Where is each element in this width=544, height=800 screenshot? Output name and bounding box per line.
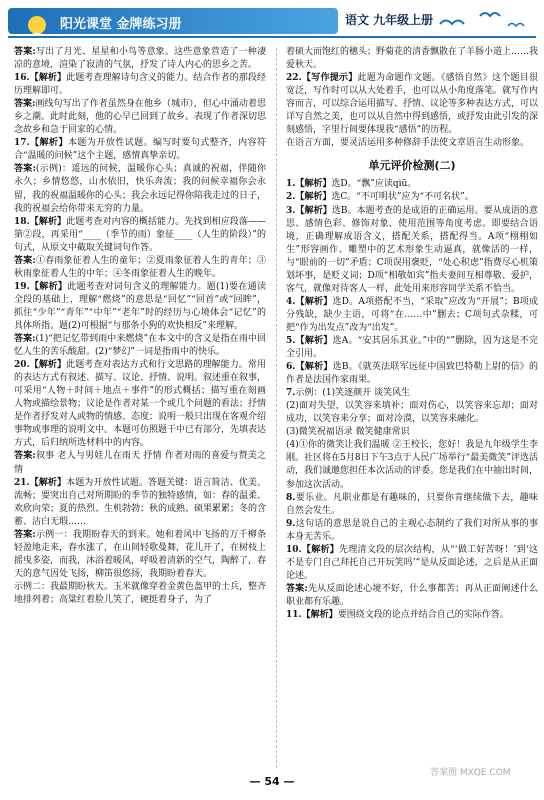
item-number: 2. <box>286 192 296 203</box>
brand-box <box>8 8 338 34</box>
item-body: 此题考查理解诗句含义的能力。结合作者的那段经历理解即可。 <box>14 73 266 97</box>
paragraph <box>286 387 538 400</box>
item-label: 【解析】 <box>295 192 332 203</box>
paragraph <box>286 178 538 191</box>
item-body: (3)微笑祝福语录 微笑健康常识 <box>286 427 410 438</box>
item-number: 3. <box>286 205 296 216</box>
paragraph <box>286 544 538 583</box>
paragraph <box>286 205 538 296</box>
item-body: 要乐业。凡职业都是有趣味的，只要你肯继续做下去，趣味自然会发生。 <box>286 492 538 516</box>
item-number: 9. <box>286 518 296 529</box>
item-body: 此题考查对表达方式和行文思路的理解能力。常用的表达方式有叙述、描写、议论、抒情、说明。叙述重在叙事，可采用“人物＋时间＋地点＋事件”的形式概括；描写重在刻画人物或描绘景物；议论是作者对某一个或几个问题的看法；抒情是作者抒发对人或物的情感、态度；说明一般只出现在客观介绍事物或事理的说明文中。本题可仿照题干中已有部分，先填表达方式，后归纳所选材料中的内容。 <box>14 360 267 449</box>
item-number: 11. <box>286 609 302 620</box>
paragraph <box>286 583 538 609</box>
item-number: 答案: <box>14 529 36 540</box>
paragraph <box>286 72 538 137</box>
item-label: 【写作提示】 <box>301 73 358 84</box>
item-body: 先理清文段的层次结构，从“‘做工好苦呀！’到‘这不是专门自己拜托自己开玩笑吗’”是从反面论述，之后是从正面论述。 <box>286 544 538 581</box>
paragraph <box>286 400 538 426</box>
item-body: 选B。本题考查的是成语的正确运用。要从成语的意思、感情色彩、修饰对象、使用范围等角度考虑。即要结合语境，正确理解成语含义，搭配关系，搭配得当。A项“栩栩如生”形容画作、雕塑中的艺术形象生动逼真，就像活的一样，与“眼前的一切”矛盾；C项误用褒贬，“处心积虑”指费尽心机策划坏事，是贬义词；D项“相敬如宾”指夫妻间互相尊敬、爱护，客气，就像对待客人一样，此处用来形容同学关系不恰当。 <box>286 205 538 294</box>
item-label: 【解析】 <box>29 477 67 488</box>
item-label: 【解析】 <box>295 205 332 216</box>
item-number: 22. <box>286 73 302 84</box>
paragraph <box>14 216 266 255</box>
item-body: 选C。“不可明状”应为“不可名状”。 <box>331 192 474 203</box>
item-number: 21. <box>14 477 30 488</box>
right-top-block <box>286 46 538 150</box>
paragraph <box>14 281 266 333</box>
item-body: 此题为命题作文题。《感悟自然》这个题目很宽泛，写作时可以从大处着手，也可以从小角度落笔。就写作内容而言，可以综合运用描写、抒情、议论等多种表达方式，可以详写自然之美，也可以从自然中得到感悟，或抒发由此引发的深刻感悟，字里行间要体现我“感悟”的历程。 <box>286 73 539 136</box>
item-body: 本题为开放性试题。答题关键：语言简洁、优美、流畅；要突出自己对所期盼的季节的独特感情，如：春的温柔、欢欣向荣；夏的热烈、生机勃勃；秋的成熟、硕果累累；冬的含蓄、洁白无瑕…… <box>14 477 267 527</box>
paragraph <box>14 255 266 281</box>
item-body: 先从反面论述心境不好，什么事都苦；再从正面阐述什么职业都有乐趣。 <box>286 583 538 607</box>
paragraph <box>286 335 538 361</box>
item-body: 此题考查对词句含义的理解能力。题(1)要在通读全段的基础上，理解“燃烧”的意思是“回忆”“回首”或“回眸”，抓住“少年”“青年”“中年”“老年”时的经历与心境体会“记忆”的具体所指。题(2)可根据“与那条小狗的欢快相反”来理解。 <box>14 281 266 331</box>
item-number: 10. <box>286 544 302 555</box>
item-body: 选D。A项搭配不当，“采取”应改为“开展”；B项成分残缺，缺少主语，可将“在……中”删去；C项句式杂糅，可把“作为出发点”改为“出发”。 <box>286 296 538 333</box>
item-body: 选D。“飘”应读qiū。 <box>331 179 417 190</box>
item-number: 19. <box>14 281 30 292</box>
item-label: 【解析】 <box>295 362 333 373</box>
item-label: 【解析】 <box>295 179 332 190</box>
item-number: 答案: <box>286 583 308 594</box>
item-number: 答案: <box>14 451 36 462</box>
birds-icon <box>430 6 530 36</box>
paragraph <box>14 477 266 529</box>
header-rule <box>8 36 536 38</box>
paragraph <box>14 46 266 72</box>
item-label: 【解析】 <box>29 216 67 227</box>
item-number: 答案: <box>14 255 36 266</box>
item-body: ①春雨象征着人生的童年；②夏雨象征着人生的青年；③秋雨象征着人生的中年；④冬雨象征着人生的晚年。 <box>14 255 266 279</box>
item-label: 【解析】 <box>295 296 333 307</box>
item-number: 17. <box>14 138 30 149</box>
paragraph <box>14 72 266 98</box>
paragraph <box>14 163 266 215</box>
paragraph <box>286 518 538 544</box>
item-body: (2)面对失望，以笑容来填补；面对伤心，以笑容来忘却；面对成功，以笑容来分享；面对冷漠，以笑容来融化。 <box>286 401 538 425</box>
item-body: 此题考查对内容的概括能力。先找到相应段落——第②段，再采用“____（季节的雨）象征____（人生的阶段）”的句式，从原文中截取关键词句作答。 <box>14 216 266 253</box>
item-number: 7. <box>286 388 296 399</box>
item-number: 4. <box>286 296 296 307</box>
item-body: 叙事 老人与男娃儿在雨天 抒情 作者对雨的喜爱与赞美之情 <box>14 451 266 475</box>
item-body: 着硕大而饱红的穗头；野菊花的清香飘散在了羊肠小道上……我爱秋天。 <box>286 47 539 71</box>
paragraph <box>14 137 266 163</box>
item-label: 【解析】 <box>29 73 67 84</box>
item-number: 18. <box>14 216 30 227</box>
item-label: 【解析】 <box>29 281 68 292</box>
item-body: 要围绕文段的论点并结合自己的实际作答。 <box>337 609 509 620</box>
paragraph <box>286 426 538 439</box>
page-number: — 54 — <box>249 775 295 788</box>
left-column <box>14 46 266 607</box>
item-body: 在语言方面，要灵活运用多种修辞手法使文章语言生动形象。 <box>286 138 530 149</box>
item-body: (示例)：遥远的问候，温暖你心头；真诚的祝福，伴随你永久；乡情悠悠，山水依旧，快乐奔流；我的问候幸福你会永留，我的祝福温暖你的心头；我会永远记得你陪我走过的日子，我的祝福会给你带来无穷的力量。 <box>14 164 267 214</box>
item-label: 【解析】 <box>295 335 333 346</box>
item-number: 答案: <box>14 99 36 110</box>
item-label: 【解析】 <box>301 609 338 620</box>
item-number: 6. <box>286 362 296 373</box>
item-number: 5. <box>286 335 296 346</box>
item-body: 写出了月光、星星和小鸟等意象。这些意象营造了一种凄凉的意境，渲染了寂清的气氛，抒发了诗人内心的思乡之苦。 <box>14 47 266 71</box>
item-number: 答案: <box>14 334 36 345</box>
paragraph <box>14 98 266 137</box>
item-body: (4)①你的微笑让我们温暖 ②王校长，您好！我是九年级学生李刚。社区将在5月8日下午3点于人民广场举行“最美微笑”评选活动，我们诚邀您担任本次活动的评委。您是我们在中抽出时间，参加这次活动。 <box>286 440 539 490</box>
item-body: 示例二：我最期盼秋天。玉米就像穿着金黄色盔甲的士兵，整齐地排列着；高粱红着脸儿笑了，硬挺着身子，为了 <box>14 581 267 605</box>
paragraph <box>14 450 266 476</box>
paragraph <box>14 333 266 359</box>
item-body: 选A。“安其居乐其业。”中的“”删除，因为这是不完全引用。 <box>286 335 538 360</box>
section-title: 单元评价检测(二) <box>368 159 456 173</box>
item-body: 示例：(1)笑逐颜开 谈笑风生 <box>295 388 411 399</box>
item-label: 【解析】 <box>29 138 68 149</box>
item-number: 答案: <box>14 164 36 175</box>
paragraph <box>286 439 538 491</box>
paragraph <box>286 492 538 518</box>
paragraph <box>286 191 538 204</box>
item-body: 这句话的意思是说自己的主观心态制约了我们对所从事的事本身无苦乐。 <box>286 518 538 542</box>
header-banner <box>0 0 544 46</box>
right-bottom-block <box>286 178 538 622</box>
paragraph <box>286 296 538 335</box>
item-body: 选B。《就英法联军远征中国致巴特勒上尉的信》的作者是法国作家雨果。 <box>286 362 538 386</box>
item-body: 本题为开放性试题。编写时要句式整齐，内容符合“温暖的问候”这个主题，感情真挚亲切。 <box>14 138 266 162</box>
subject-grade: 语文 九年级上册 <box>345 13 434 27</box>
paragraph <box>286 609 538 622</box>
right-column <box>286 46 538 622</box>
item-number: 16. <box>14 73 30 84</box>
column-divider <box>276 48 277 768</box>
paragraph <box>286 46 538 72</box>
brand-title: 阳光课堂 金牌练习册 <box>60 17 182 32</box>
paragraph <box>14 359 266 450</box>
paragraph <box>286 361 538 387</box>
item-number: 8. <box>286 492 296 503</box>
item-number: 1. <box>286 179 296 190</box>
item-body: (1)“把记忆带到雨中来燃烧”在本文中的含义是指在雨中回忆人生的苦乐酸甜。(2)“梦幻”一词是指雨中的快乐。 <box>14 334 267 358</box>
item-number: 答案: <box>14 47 36 57</box>
item-label: 【解析】 <box>29 360 67 371</box>
paragraph <box>14 581 266 607</box>
item-body: 画线句写出了作者虽然身在他乡（城市），但心中涌动着思乡之潮。此时此刻，他的心早已回到了故乡。表现了作者深切思念故乡和急于回家的心情。 <box>14 99 267 136</box>
paragraph <box>14 529 266 581</box>
item-label: 【解析】 <box>301 544 339 555</box>
item-body: 示例一：我期盼春天的到来。她和着风中飞扬的万千柳条轻盈地走来，春水涨了，在山间轻歌曼舞，花儿开了，在树枝上摇曳多姿，而我，沐浴着暖风，呼吸着清新的空气，陶醉了，春天的意气因处飞扬，柳笛很悠扬，我期盼着春天。 <box>14 529 267 579</box>
paragraph <box>286 137 538 150</box>
item-number: 20. <box>14 360 30 371</box>
watermark: 答案圈 MXQE.COM <box>430 768 511 778</box>
